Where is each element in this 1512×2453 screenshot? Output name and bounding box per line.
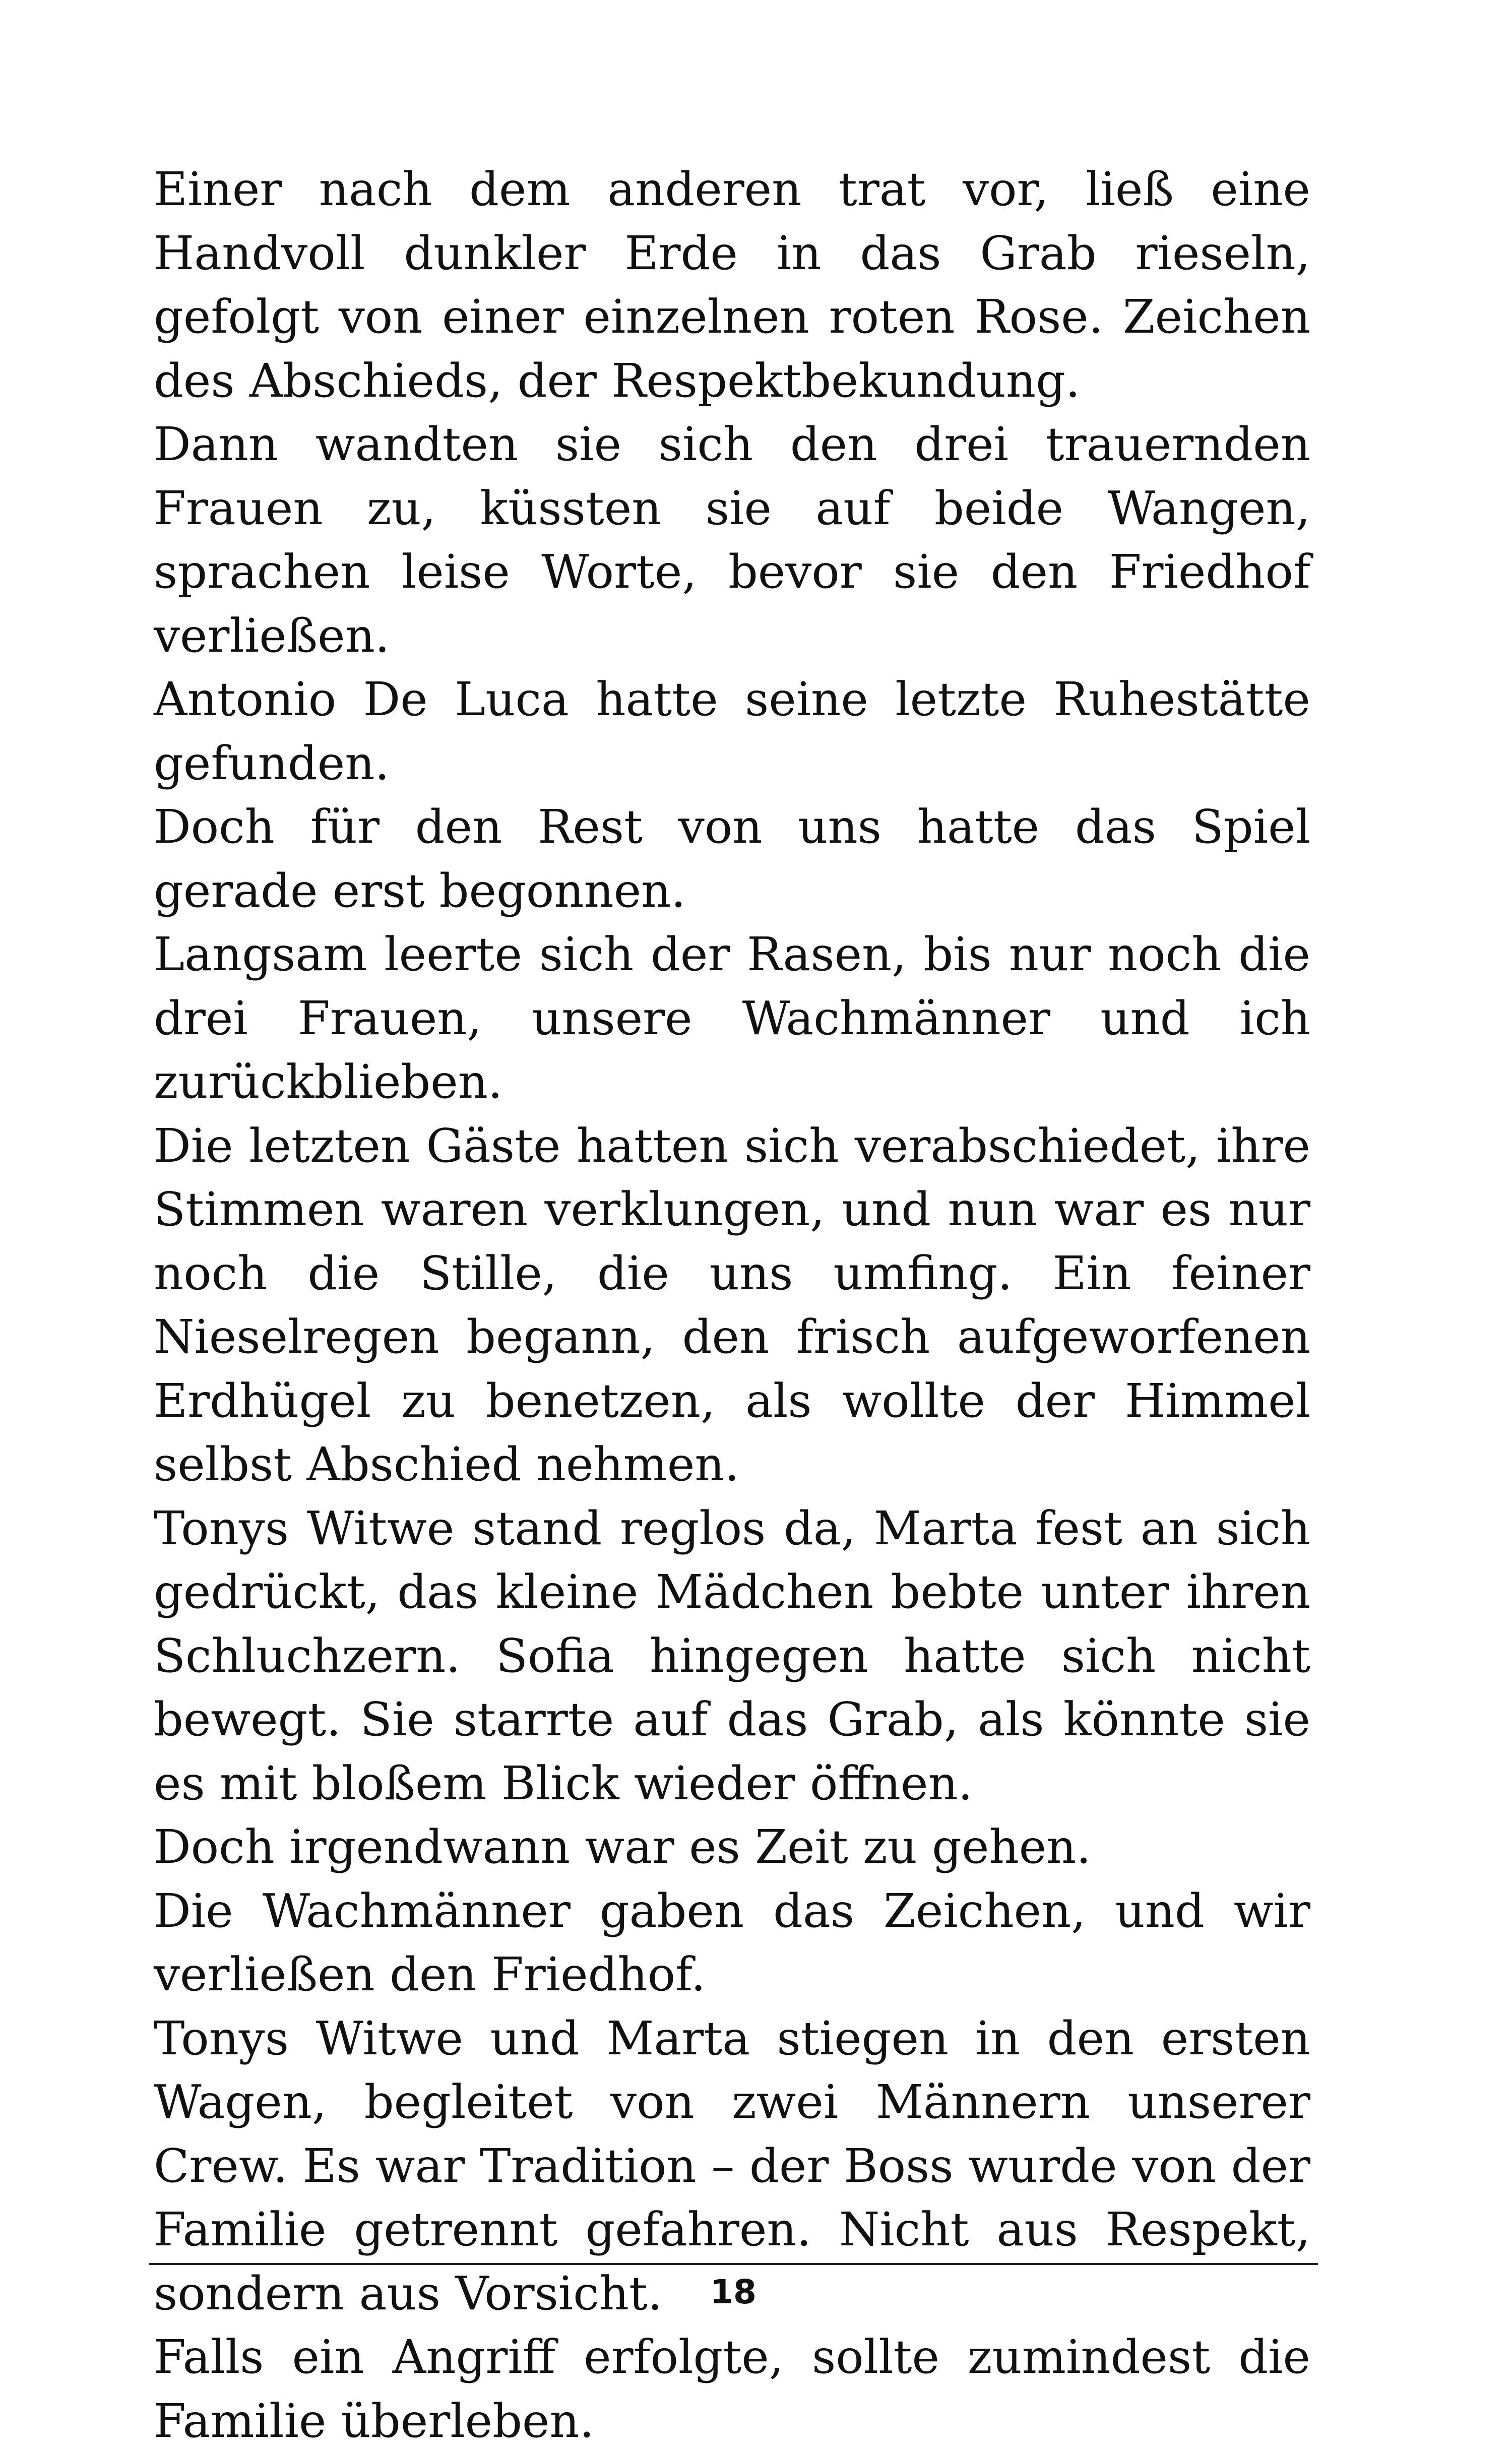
paragraph: Doch für den Rest von uns hatte das Spiel gerade erst begonnen. [154, 800, 1310, 918]
paragraph: Tonys Witwe und Marta stiegen in den ersten Wagen, begleitet von zwei Männern unserer Crew. Es war Tradition – der Boss wurde von der Familie getrennt gefahren. Nicht aus Respekt, sondern aus Vorsicht. [154, 2011, 1310, 2320]
paragraph: Die letzten Gäste hatten sich verabschiedet, ihre Stimmen waren verklungen, und nun war es nur noch die Stille, die uns umfing. Ein feiner Nieselregen begann, den frisch aufgeworfenen Erdhügel zu benetzen, als wollte der Himmel selbst Abschied nehmen. [154, 1118, 1310, 1491]
paragraph: Tonys Witwe stand reglos da, Marta fest an sich gedrückt, das kleine Mädchen bebte unter ihren Schluchzern. Sofia hingegen hatte sich nicht bewegt. Sie starrte auf das Grab, als könnte sie es mit bloßem Blick wieder öffnen. [154, 1501, 1310, 1810]
paragraph: Doch irgendwann war es Zeit zu gehen. [154, 1820, 1091, 1874]
paragraph: Dann wandten sie sich den drei trauernden Frauen zu, küssten sie auf beide Wangen, sprachen leise Worte, bevor sie den Friedhof verließen. [154, 417, 1310, 663]
footer-divider [149, 2263, 1318, 2265]
body-text [154, 158, 1310, 2453]
paragraph: Langsam leerte sich der Rasen, bis nur noch die drei Frauen, unsere Wachmänner und ich zurückblieben. [154, 927, 1310, 1109]
paragraph: Einer nach dem anderen trat vor, ließ eine Handvoll dunkler Erde in das Grab rieseln, gefolgt von einer einzelnen roten Rose. Zeichen des Abschieds, der Respektbekundung. [154, 162, 1310, 408]
page-number: 18 [710, 2273, 757, 2311]
paragraph: Die Wachmänner gaben das Zeichen, und wir verließen den Friedhof. [154, 1883, 1310, 2001]
paragraph: Falls ein Angriff erfolgte, sollte zumindest die Familie überleben. [154, 2330, 1310, 2448]
paragraph: Antonio De Luca hatte seine letzte Ruhestätte gefunden. [154, 672, 1310, 790]
